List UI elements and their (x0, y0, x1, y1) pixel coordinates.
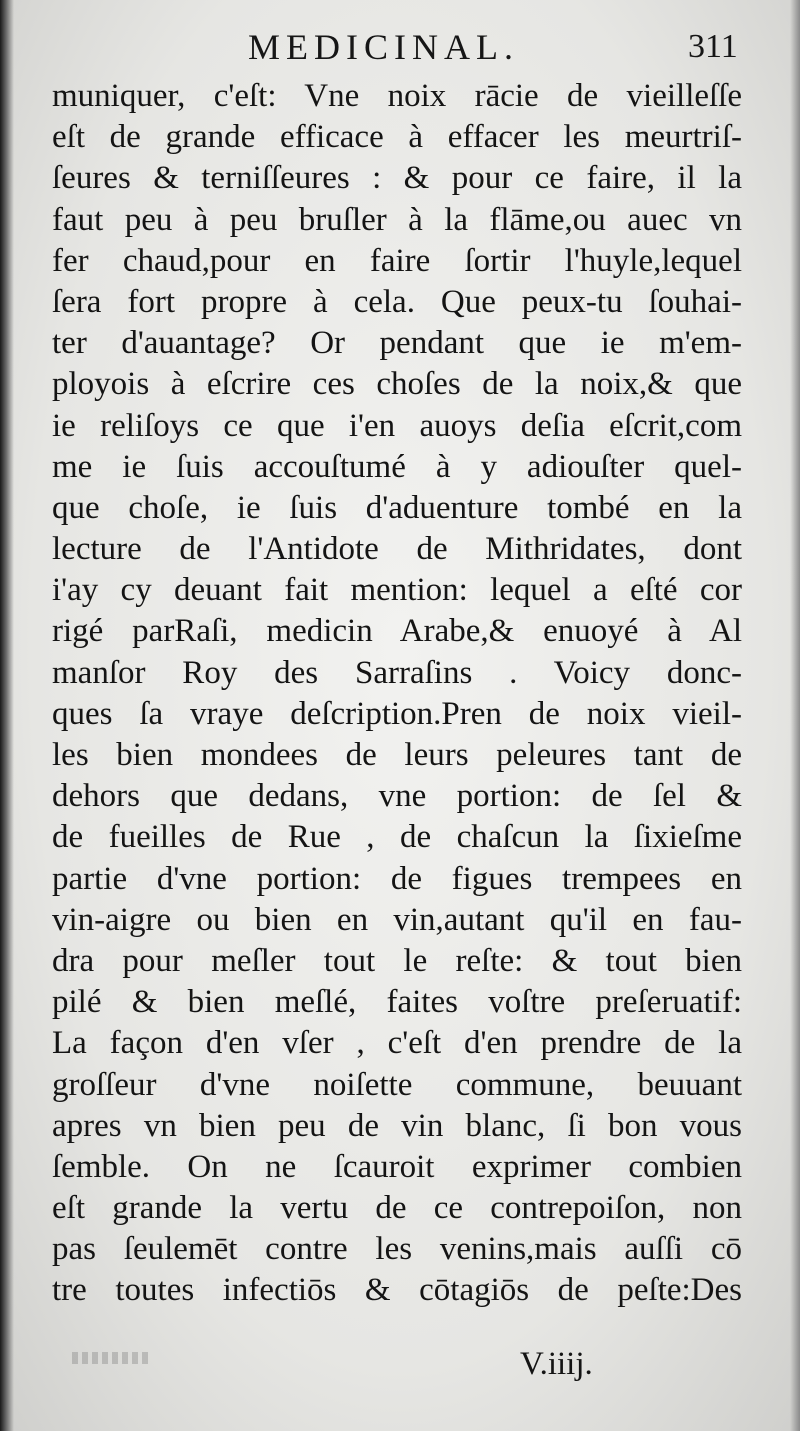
text-line: ſemble. On ne ſcauroit exprimer combien (52, 1148, 742, 1185)
text-line: partie d'vne portion: de figues trempees en (52, 860, 742, 897)
text-line: groſſeur d'vne noiſette commune, beuuant (52, 1066, 742, 1103)
text-line: fer chaud,pour en faire ſortir l'huyle,lequel (52, 242, 742, 279)
text-line: manſor Roy des Sarraſins . Voicy donc- (52, 654, 742, 691)
text-line: ques ſa vraye deſcription.Pren de noix vieil- (52, 695, 742, 732)
text-line: ſera fort propre à cela. Que peux-tu ſouhai- (52, 283, 742, 320)
text-line: que choſe, ie ſuis d'aduenture tombé en la (52, 489, 742, 526)
edge-shadow (790, 0, 800, 1431)
text-line: ployois à eſcrire ces choſes de la noix,& que (52, 366, 742, 403)
text-line: eſt grande la vertu de ce contrepoiſon, non (52, 1190, 742, 1227)
running-head (0, 22, 800, 72)
text-line: dra pour meſler tout le reſte: & tout bien (52, 942, 742, 979)
text-line: rigé parRaſi, medicin Arabe,& enuoyé à Al (52, 613, 742, 650)
text-line: ſeures & terniſſeures : & pour ce faire, il la (52, 160, 742, 197)
text-line: eſt de grande efficace à effacer les meurtriſ- (52, 119, 742, 156)
text-line: lecture de l'Antidote de Mithridates, dont (52, 531, 742, 568)
text-line: faut peu à peu bruſler à la flāme,ou auec vn (52, 201, 742, 238)
text-line: vin-aigre ou bien en vin,autant qu'il en fau- (52, 901, 742, 938)
text-line: tre toutes infectiōs & cōtagiōs de peſte:Des (52, 1272, 742, 1309)
text-line: me ie ſuis accouſtumé à y adiouſter quel- (52, 448, 742, 485)
gutter-shadow (0, 0, 14, 1431)
text-line: muniquer, c'eſt: Vne noix rācie de vieilleſſe (52, 78, 742, 114)
text-line: pas ſeulemēt contre les venins,mais auſſi cō (52, 1231, 742, 1268)
text-line: dehors que dedans, vne portion: de ſel & (52, 778, 742, 815)
page-number: 311 (688, 28, 738, 65)
text-line: ie reliſoys ce que i'en auoys deſia eſcrit,com (52, 407, 742, 444)
text-line: i'ay cy deuant fait mention: lequel a eſté cor (52, 572, 742, 609)
faint-bleed-mark (72, 1352, 152, 1364)
signature-mark: V.iiij. (520, 1346, 593, 1382)
text-line: pilé & bien meſlé, faites voſtre preſeruatif: (52, 984, 742, 1021)
running-title: MEDICINAL. (248, 27, 519, 67)
text-line: La façon d'en vſer , c'eſt d'en prendre de la (52, 1025, 742, 1062)
text-line: apres vn bien peu de vin blanc, ſi bon vous (52, 1107, 742, 1144)
body-text (52, 76, 742, 1312)
text-line: ter d'auantage? Or pendant que ie m'em- (52, 325, 742, 362)
text-line: de fueilles de Rue , de chaſcun la ſixieſme (52, 819, 742, 856)
text-line: les bien mondees de leurs peleures tant de (52, 737, 742, 773)
